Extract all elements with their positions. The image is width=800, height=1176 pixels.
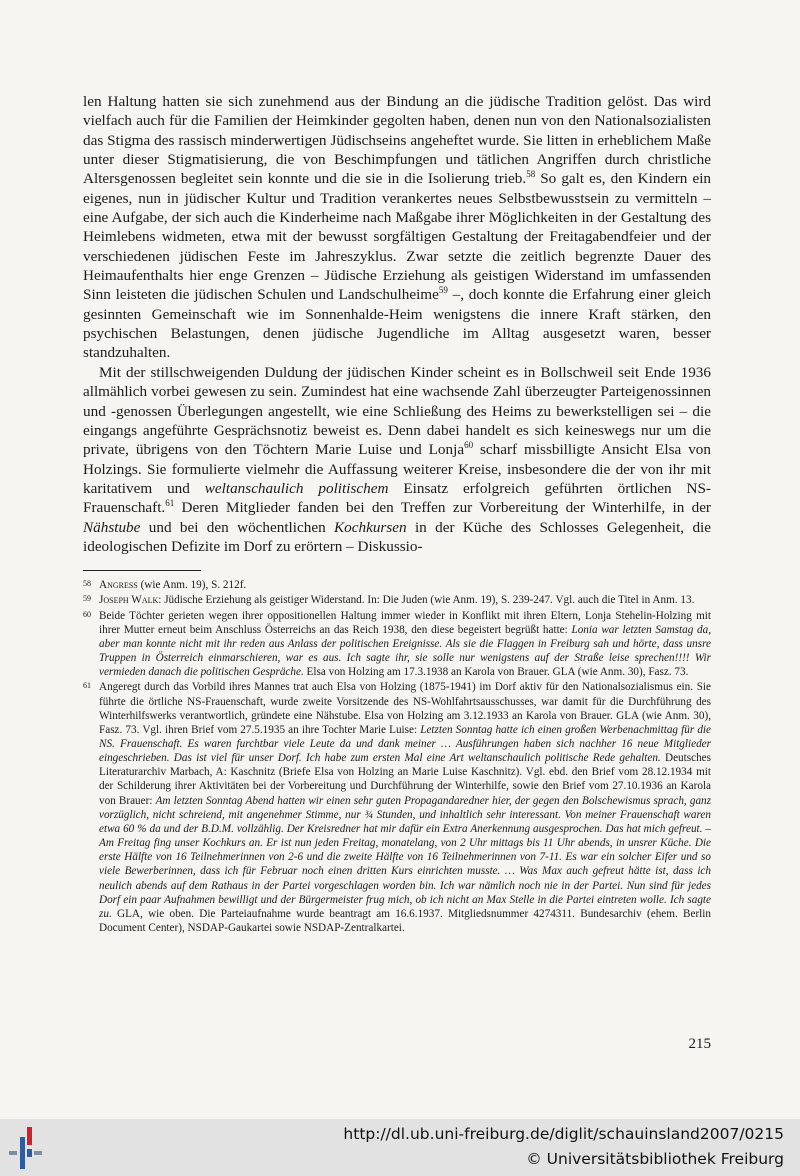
footnote xyxy=(83,578,711,592)
page-content xyxy=(83,92,711,936)
author-name: Joseph Walk xyxy=(99,594,159,607)
footnote-reference: 60 xyxy=(464,440,474,451)
paragraph xyxy=(83,92,711,363)
text-run: Deren Mitglieder fanden bei den Treffen zur Vorbereitung der Winterhilfe, in der xyxy=(174,499,711,517)
text-run: –, doch konnte die Erfahrung einer gleich gesinnten Gemeinschaft wie im Sonnenhalde-Heim wenigstens die innere Kraft stärken, den psychischen Belastungen, denen jüdische Jugendliche im Alltag ausgesetzt waren, besser standzuhalten. xyxy=(83,286,711,362)
copyright-notice: © Universitätsbibliothek Freiburg xyxy=(526,1150,784,1168)
text-run: Angeregt durch das Vorbild ihres Mannes trat auch Elsa von Holzing (1875-1941) im Dorf aktiv für den Nationalsozialismus ein. Sie führte die örtliche NS-Frauenschaft, wurde zweite Vorsitzende des NS-Wohlfahrtsausschusses, war damit für die Durchführung des Winterhilfswerks verantwortlich, gründete eine Nähstube. Elsa von Holzing am 3.12.1933 an Karola von Brauer. GLA (wie Anm. 30), Fasz. 73. Vgl. ihren Brief vom 27.5.1935 an ihre Tochter Marie Luise: xyxy=(99,681,711,736)
italic-text: Nähstube xyxy=(83,518,141,536)
text-run: Elsa von Holzing am 17.3.1938 an Karola von Brauer. GLA (wie Anm. 30), Fasz. 73. xyxy=(303,666,689,679)
digital-library-link[interactable]: http://dl.ub.uni-freiburg.de/diglit/schauinsland2007/0215 xyxy=(343,1125,784,1143)
text-run: Mit der stillschweigenden Duldung der jüdischen Kinder scheint es in Bollschweil seit Ende 1936 allmählich vorbei gewesen zu sein. Zumindest hat eine wachsende Zahl überzeugter Parteigenossinnen und -genossen Überlegungen angestellt, wie eine Schließung des Heims zu bewerkstelligen sei – die eingangs angeführte Gesprächsnotiz beweist es. Denn dabei handelt es sich keineswegs nur um die private, übrigens von den Töchtern Marie Luise und Lonja xyxy=(83,363,711,459)
text-run: scharf missbilligte Ansicht Elsa von Holzings. Sie formulierte vielmehr die Auffassung weiterer Kreise, insbesondere die der von ihr mit karitativem und xyxy=(83,441,711,497)
text-run: Einsatz erfolgreich geführten örtlichen NS-Frauenschaft. xyxy=(83,479,711,517)
text-run: und bei den wöchentlichen xyxy=(140,518,335,536)
footnote-reference: 61 xyxy=(165,498,175,509)
author-name: Angress xyxy=(99,579,138,592)
paragraph xyxy=(83,363,711,556)
footer-bar xyxy=(0,1119,800,1176)
text-run: (wie Anm. 19), S. 212f. xyxy=(137,579,247,592)
footnote-number: 58 xyxy=(83,579,91,589)
text-run: len Haltung hatten sie sich zunehmend aus der Bindung an die jüdische Tradition gelöst. Das wird vielfach auch für die Familien der Heimkinder gegolten haben, denen nun von den Nationalsozialisten das Stigma des rassisch minderwertigen Jüdischseins angeheftet wurde. Sie litten in erheblichem Maße unter dieser Stigmatisierung, die von Beschimpfungen und tätlichen Angriffen durch christliche Altersgenossen begleitet sein konnte und die sie in die Isolierung trieb. xyxy=(83,93,711,188)
italic-text: Kochkursen xyxy=(334,518,407,536)
body-text xyxy=(83,92,711,556)
footnote xyxy=(83,609,711,680)
text-run: in der Küche des Schlosses Gelegenheit, die ideologischen Defizite im Dorf zu erörtern – Diskussio- xyxy=(83,518,711,555)
page-number: 215 xyxy=(688,1036,711,1052)
footnote xyxy=(83,593,711,607)
italic-text: weltanschaulich politischem xyxy=(204,479,389,497)
footnotes xyxy=(83,578,711,935)
footnote-number: 59 xyxy=(83,594,91,604)
italic-text: Lonia war letzten Samstag da, aber man konnte nicht mit ihr reden aus Anlass der politischen Ereignisse. Als sie die Flaggen in Freiburg sah und hörte, dass unsre Truppen in Österreich einmarschieren, war es aus. Ich sagte ihr, sie solle nur wenigstens auf der Straße leise sprechen!!!! Wir vermieden danach die politischen Gespräche. xyxy=(99,623,712,679)
text-run: GLA, wie oben. Die Parteiaufnahme wurde beantragt am 16.6.1937. Mitgliedsnummer 4274311. Bundesarchiv (ehem. Berlin Document Center), NSDAP-Gaukartei sowie NSDAP-Zentralkartei. xyxy=(99,907,711,934)
ub-freiburg-logo-icon xyxy=(6,1127,42,1171)
footnote-reference: 58 xyxy=(526,169,536,180)
text-run: Beide Töchter gerieten wegen ihrer oppositionellen Haltung immer wieder in Konflikt mit ihren Eltern, Lonja Stehelin-Holzing mit ihrer Mutter erneut beim Anschluss Österreichs an das Reich 1938, den diese begeistert begrüßt hatte: xyxy=(99,609,711,636)
italic-text: Am letzten Sonntag Abend hatten wir einen sehr guten Propagandaredner hier, der gegen den Bolschewismus sprach, ganz vorzüglich, nicht schreiend, mit angenehmer Stimme, nur ¾ Stunden, und inhaltlich sehr interessant. Von meiner Frauenschaft waren etwa 60 % da und der B.D.M. vollzählig. Der Kreisredner hat mir dafür ein Extra Anerkennung ausgesprochen. Das hat mich gefreut. – Am Freitag fing unser Kochkurs an. Er ist nun jeden Freitag, monatelang, von 2 Uhr mittags bis 11 Uhr abends, in unsrer Küche. Die erste Hälfte von 16 Teilnehmerinnen von 2-6 und die zweite Hälfte von 16 Teilnehmerinnen von 7-11. Es war ein solcher Eifer und so viele Bewerberinnen, dass ich für Februar noch einen dritten Kurs einrichten musste. … Was Max auch gefreut hätte ist, dass ich neulich abends auf dem Rathaus in der Partei vorgeschlagen worden bin. Ich war nämlich noch nie in der Partei. Nun sind für jedes Dorf ein paar Aufnahmen bewilligt und der Bürgermeister frug mich, ob ich nicht an Max Stelle in die Partei eintreten wolle. Ich sagte zu. xyxy=(99,794,711,920)
footnote xyxy=(83,680,711,935)
footnote-reference: 59 xyxy=(438,285,448,296)
text-run: Deutsches Literaturarchiv Marbach, A: Kaschnitz (Briefe Elsa von Holzing an Marie Luise Kaschnitz). Vgl. ebd. den Brief vom 28.12.1934 mit der Schilderung ihrer Aktivitäten bei der Vorbereitung und Durchführung der Winterhilfe, sowie den Brief vom 27.10.1936 an Karola von Brauer: xyxy=(99,752,711,807)
footnote-number: 61 xyxy=(83,681,91,691)
text-run: So galt es, den Kindern ein eigenes, nun in jüdischer Kultur und Tradition verankertes neues Selbstbewusstsein zu vermitteln – eine Aufgabe, der sich auch die Kinderheime nach Maßgabe ihrer Möglichkeiten in der Gestaltung des Heimlebens widmeten, etwa mit der bewusst sorgfältigen Gestaltung der Freitagabendfeier und der verschiedenen jüdischen Feste im Jahreszyklus. Zwar setzte die zeitlich begrenzte Dauer des Heimaufenthalts hier enge Grenzen – Jüdische Erziehung als geistigen Widerstand im umfassenden Sinn leisteten die jüdischen Schulen und Landschulheime xyxy=(83,170,712,304)
text-run: : Jüdische Erziehung als geistiger Widerstand. In: Die Juden (wie Anm. 19), S. 239-247. Vgl. auch die Titel in Anm. 13. xyxy=(158,594,695,607)
italic-text: Letzten Sonntag hatte ich einen großen Werbenachmittag für die NS. Frauenschaft. Es waren furchtbar viele Leute da und dank meiner … Ausführungen haben sich nachher 16 neue Mitglieder eingeschrieben. Das ist viel für unser Dorf. Ich habe zum ersten Mal eine Art weltanschaulich politische Rede gehalten. xyxy=(99,723,711,765)
footnote-separator xyxy=(83,570,201,571)
footnote-number: 60 xyxy=(83,609,91,619)
